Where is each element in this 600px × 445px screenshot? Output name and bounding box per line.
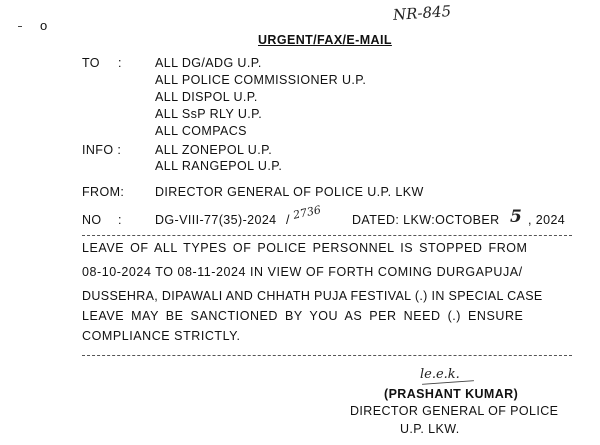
recipient-compacs: ALL COMPACS: [155, 124, 247, 138]
reference-number: DG-VIII-77(35)-2024: [155, 213, 277, 227]
recipient-dispol: ALL DISPOL U.P.: [155, 90, 258, 104]
handwritten-reference-note: NR-845: [392, 1, 452, 25]
to-colon: :: [118, 56, 122, 70]
reference-separator: /: [286, 213, 290, 227]
message-line-1: LEAVE OF ALL TYPES OF POLICE PERSONNEL IS STOPPED FROM: [82, 241, 528, 255]
from-label: FROM:: [82, 185, 125, 199]
message-line-2: 08-10-2024 TO 08-11-2024 IN VIEW OF FORTH COMING DURGAPUJA/: [82, 265, 523, 279]
document-title: URGENT/FAX/E-MAIL: [258, 33, 392, 47]
info-rangepol: ALL RANGEPOL U.P.: [155, 159, 283, 173]
divider-bottom: [82, 355, 572, 356]
signature-scribble: le.e.k.: [420, 367, 460, 382]
tick-mark: [18, 26, 22, 27]
number-colon: :: [118, 213, 122, 227]
signatory-name: (PRASHANT KUMAR): [384, 387, 519, 401]
from-value: DIRECTOR GENERAL OF POLICE U.P. LKW: [155, 185, 424, 199]
divider-top: [82, 235, 572, 236]
handwritten-date-digit: 5: [510, 207, 522, 227]
dated-year: , 2024: [528, 213, 566, 227]
recipient-dg-adg: ALL DG/ADG U.P.: [155, 56, 262, 70]
recipient-police-commissioner: ALL POLICE COMMISSIONER U.P.: [155, 73, 367, 87]
handwritten-dispatch-number: 2736: [291, 203, 323, 222]
margin-mark: o: [40, 18, 48, 33]
info-label: INFO :: [82, 143, 122, 157]
number-label: NO: [82, 213, 102, 227]
signatory-place: U.P. LKW.: [400, 422, 460, 436]
info-zonepol: ALL ZONEPOL U.P.: [155, 143, 273, 157]
signatory-designation: DIRECTOR GENERAL OF POLICE: [350, 404, 559, 418]
recipient-ssp-rly: ALL SsP RLY U.P.: [155, 107, 263, 121]
dated-label: DATED: LKW:OCTOBER: [352, 213, 500, 227]
to-label: TO: [82, 56, 100, 70]
message-line-4: LEAVE MAY BE SANCTIONED BY YOU AS PER NEED (.) ENSURE: [82, 309, 524, 323]
message-line-5: COMPLIANCE STRICTLY.: [82, 329, 241, 343]
message-line-3: DUSSEHRA, DIPAWALI AND CHHATH PUJA FESTIVAL (.) IN SPECIAL CASE: [82, 289, 543, 303]
